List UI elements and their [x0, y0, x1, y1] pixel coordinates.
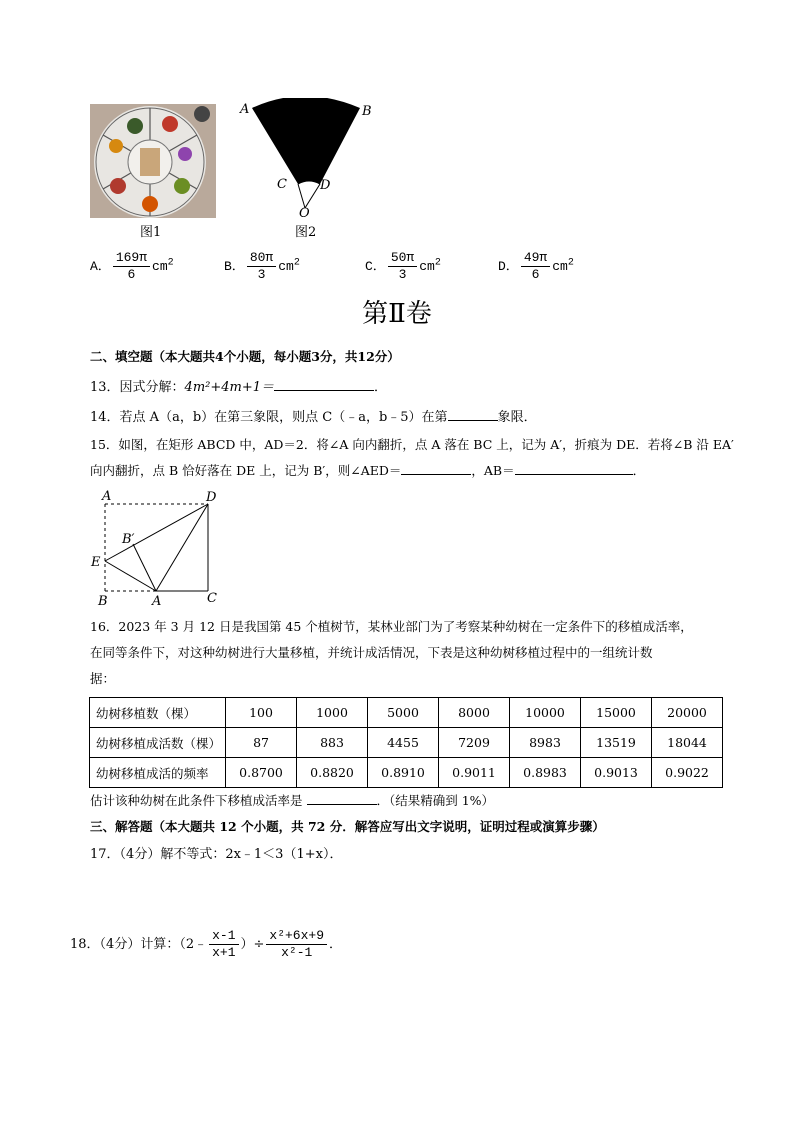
section3-heading: 三、解答题（本大题共 12 个小题，共 72 分．解答应写出文字说明，证明过程或演算步骤） — [90, 819, 605, 834]
geo-label-A-top: A — [102, 489, 112, 504]
question-16-answer-line: 估计该种幼树在此条件下移植成活率是 ．（结果精确到 1%） — [90, 793, 495, 808]
question-16-line3: 据： — [90, 671, 116, 686]
question-14: 14．若点 A（a，b）在第三象限，则点 C（﹣a，b﹣5）在第 象限． — [90, 410, 537, 425]
geo-label-B: B — [98, 594, 108, 609]
label-C: C — [277, 177, 287, 192]
table-row: 幼树移植成活的频率 0.8700 0.8820 0.8910 0.9011 0.8983 0.9013 0.9022 — [90, 758, 723, 788]
fig1-caption: 图1 — [140, 225, 162, 240]
option-c: C． $\frac{50\pi}{3}$ $cm^2$ — [365, 250, 441, 282]
question-13: 13．因式分解：4m²+4m+1＝ ． — [90, 380, 388, 395]
label-O: O — [299, 206, 310, 221]
question-16-line2: 在同等条件下，对这种幼树进行大量移植，并统计成活情况，下表是这种幼树移植过程中的一组统计数 — [90, 645, 653, 660]
table-row: 幼树移植数（棵） 100 1000 5000 8000 10000 15000 20000 — [90, 698, 723, 728]
geo-label-D: D — [206, 490, 217, 505]
label-D: D — [320, 178, 331, 193]
question-17: 17．（4分）解不等式：2x﹣1＜3（1+x）． — [90, 847, 343, 862]
question-16-line1: 16．2023 年 3 月 12 日是我国第 45 个植树节，某林业部门为了考察某种幼树在一定条件下的移植成活率， — [90, 619, 693, 634]
question-18: 18．（4分）计算：（2﹣ $\frac{x-1}{x+1}$ ）÷ $\frac{\text{x²+6x+9}}{\text{x²-1}}$ ． — [70, 928, 343, 960]
question-15-line2: 向内翻折，点 B 恰好落在 DE 上，记为 B′，则∠AED＝ ，AB＝ ． — [90, 463, 646, 478]
option-d: D． $\frac{49\pi}{6}$ $cm^2$ — [498, 250, 574, 282]
option-b: B． $\frac{80\pi}{3}$ $cm^2$ — [224, 250, 300, 282]
table-row: 幼树移植成活数（棵） 87 883 4455 7209 8983 13519 18044 — [90, 728, 723, 758]
geo-label-A-bottom: A — [152, 594, 162, 609]
geo-label-C: C — [207, 591, 217, 606]
survival-table — [89, 697, 723, 788]
geo-label-E: E — [91, 555, 101, 570]
platter-photo — [90, 104, 216, 218]
section2-heading: 二、填空题（本大题共4个小题，每小题3分，共12分） — [90, 349, 400, 364]
label-A: A — [240, 102, 250, 117]
fig2-caption: 图2 — [295, 225, 317, 240]
label-B: B — [362, 104, 372, 119]
option-a: A． $\frac{169\pi}{6}$ $cm^2$ — [90, 250, 174, 282]
question-15-line1: 15．如图，在矩形 ABCD 中，AD＝2．将∠A 向内翻折，点 A 落在 BC 上，记为 A′，折痕为 DE．若将∠B 沿 EA′ — [90, 437, 734, 452]
part-title: 第Ⅱ卷 — [362, 299, 432, 329]
geo-label-B-prime: B′ — [122, 532, 135, 547]
